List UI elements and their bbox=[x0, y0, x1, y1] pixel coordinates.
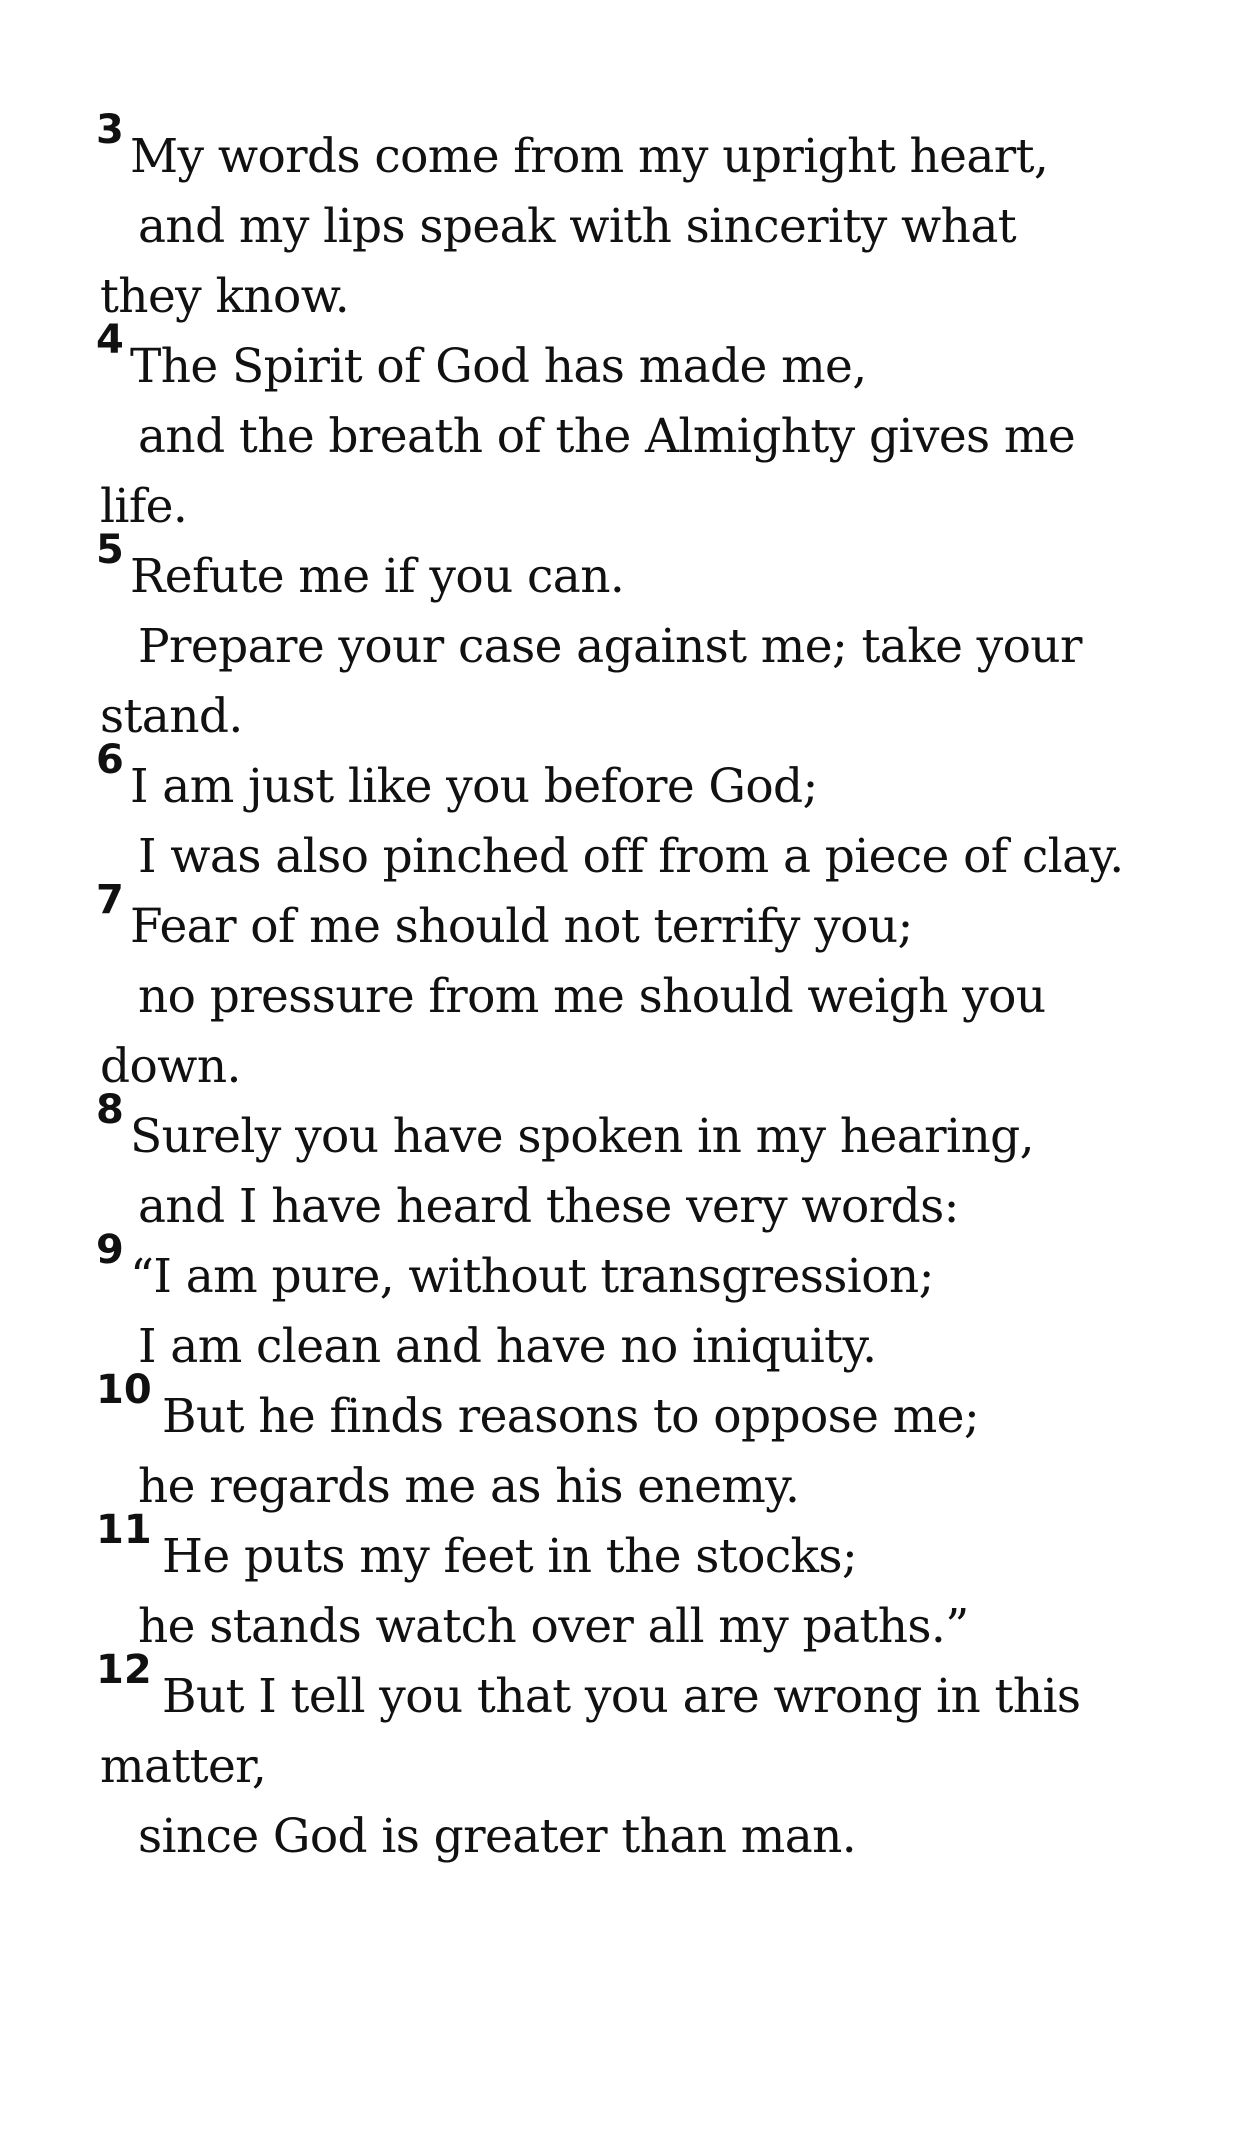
verse-line: Prepare your case against me; take your bbox=[138, 619, 1082, 674]
verse-line: and my lips speak with sincerity what bbox=[138, 199, 1017, 254]
verse-line: no pressure from me should weigh you bbox=[138, 969, 1046, 1024]
verse-number: 7 bbox=[96, 877, 124, 923]
verse-text: But he finds reasons to oppose me; bbox=[162, 1389, 980, 1444]
verse-text: My words come from my upright heart, bbox=[130, 129, 1049, 184]
verse-4 bbox=[96, 317, 1216, 542]
verse-7 bbox=[96, 877, 1216, 1102]
verse-text: “I am pure, without transgression; bbox=[130, 1249, 934, 1304]
verse-line bbox=[96, 1367, 1216, 1452]
verse-number: 3 bbox=[96, 107, 124, 153]
verse-line: I am clean and have no iniquity. bbox=[138, 1319, 877, 1374]
verse-line: since God is greater than man. bbox=[138, 1809, 857, 1864]
verse-6 bbox=[96, 737, 1216, 892]
verse-line: and the breath of the Almighty gives me bbox=[138, 409, 1076, 464]
verse-line bbox=[96, 1647, 1216, 1732]
verse-text: I am just like you before God; bbox=[130, 759, 818, 814]
verse-line: stand. bbox=[100, 689, 243, 744]
verse-line: life. bbox=[100, 479, 188, 534]
verse-text: Surely you have spoken in my hearing, bbox=[130, 1109, 1034, 1164]
verse-8 bbox=[96, 1087, 1216, 1242]
scripture-passage bbox=[96, 107, 1216, 1872]
verse-line: he regards me as his enemy. bbox=[138, 1459, 800, 1514]
verse-line bbox=[96, 1507, 1216, 1592]
verse-line bbox=[96, 737, 1216, 822]
verse-line: matter, bbox=[100, 1739, 267, 1794]
verse-number: 11 bbox=[96, 1507, 152, 1553]
verse-line: and I have heard these very words: bbox=[138, 1179, 959, 1234]
verse-12 bbox=[96, 1647, 1216, 1872]
verse-number: 6 bbox=[96, 737, 124, 783]
verse-line: they know. bbox=[100, 269, 350, 324]
verse-number: 4 bbox=[96, 317, 124, 363]
verse-line bbox=[96, 107, 1216, 192]
verse-number: 12 bbox=[96, 1647, 152, 1693]
verse-line: I was also pinched off from a piece of clay. bbox=[138, 829, 1124, 884]
verse-number: 10 bbox=[96, 1367, 152, 1413]
verse-text: Refute me if you can. bbox=[130, 549, 625, 604]
verse-text: Fear of me should not terrify you; bbox=[130, 899, 913, 954]
verse-text: The Spirit of God has made me, bbox=[130, 339, 867, 394]
verse-number: 5 bbox=[96, 527, 124, 573]
verse-text: But I tell you that you are wrong in this bbox=[162, 1669, 1081, 1724]
verse-number: 9 bbox=[96, 1227, 124, 1273]
verse-text: He puts my feet in the stocks; bbox=[162, 1529, 858, 1584]
verse-line bbox=[96, 1227, 1216, 1312]
verse-line bbox=[96, 877, 1216, 962]
verse-line bbox=[96, 1087, 1216, 1172]
verse-line: down. bbox=[100, 1039, 241, 1094]
verse-line bbox=[96, 317, 1216, 402]
verse-9 bbox=[96, 1227, 1216, 1382]
verse-3 bbox=[96, 107, 1216, 332]
verse-number: 8 bbox=[96, 1087, 124, 1133]
verse-11 bbox=[96, 1507, 1216, 1662]
verse-line bbox=[96, 527, 1216, 612]
verse-5 bbox=[96, 527, 1216, 752]
verse-line: he stands watch over all my paths.” bbox=[138, 1599, 969, 1654]
verse-10 bbox=[96, 1367, 1216, 1522]
